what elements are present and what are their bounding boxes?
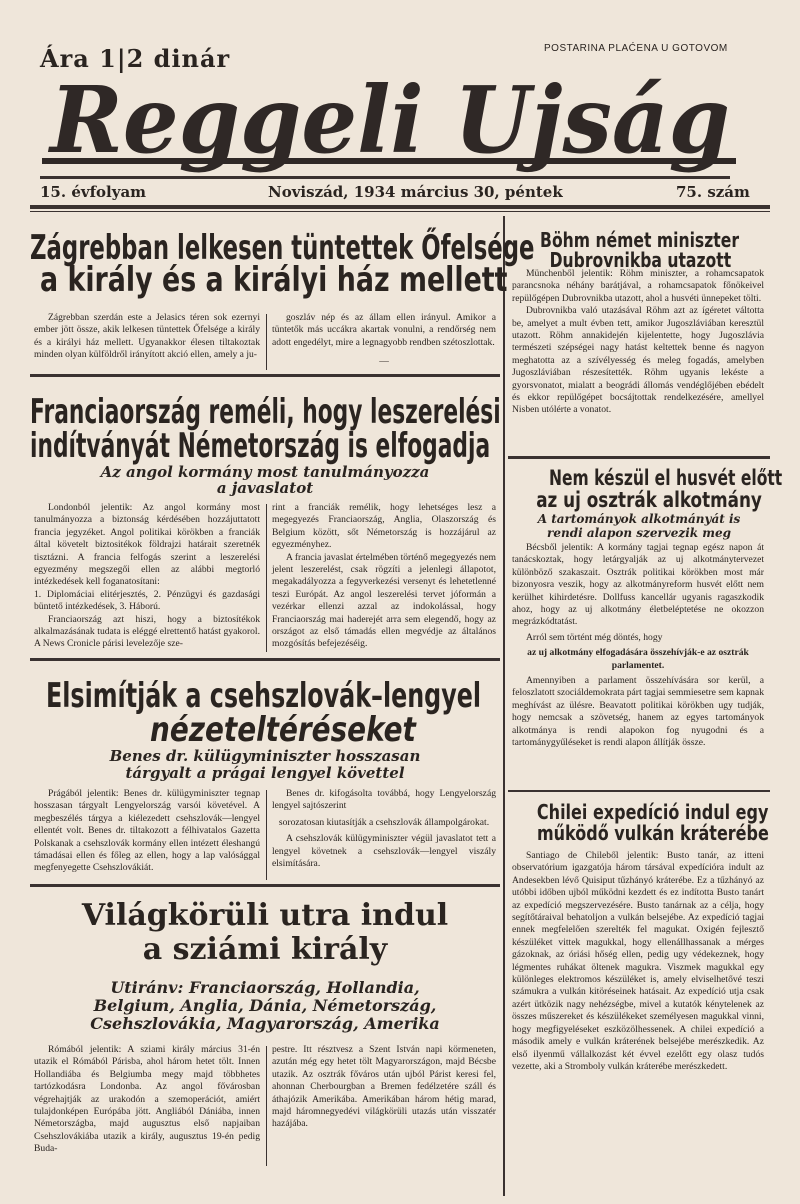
zagreb-body-col1: Zágrebban szerdán este a Jelasics téren sok ezernyi ember jött össze, akik lelkesen tüntettek Őfelsége a király és a királyi ház mellett. Ugyanakkor élesen tiltakoztak minden olyan külföldről irányított akció ellen, amely a ju- [34,312,260,361]
zagreb-end-dash: — [379,356,389,367]
austria-para3: az uj alkotmány elfogadására összehívják-e az osztrák parlamentet. [527,647,749,671]
austria-para2: Arról sem történt még döntés, hogy [526,631,663,643]
czech-col2-para3: A csehszlovák külügyminiszter végül javaslatot tett a lengyel követnek a csehszlovák—lengyel viszály elsimítására. [272,833,496,870]
siam-body-col2: pestre. Itt résztvesz a Szent István napi körmeneten, azután még egy hetet tölt Magyarországon, majd Bécsbe utazik. Az osztrák főváros után ujból Párist keresi fel, ahonnan Cherbourgban a Bremen fedélzetére száll és áthajózik Amerikába. Amerikában három hétig marad, majd háromnegyedévi világkörüli utazás után visszatér hazájába. [272,1044,496,1130]
issue-number: 75. szám [676,183,750,201]
newspaper-title: Reggeli Ujság [47,66,731,174]
bohm-body [512,268,764,417]
newspaper-logo [40,62,740,174]
austria-headline-line1: Nem készül el husvét előtt [548,466,783,490]
austria-body [512,542,764,750]
france-col2-para2: A francia javaslat értelmében történő megegyezés nem jelent leszerelést, csak rögzíti a jelenlegi állapotot, megakadályozza a fegyverkezési versenyt és lehetetlenné teszi Európát. Az angol leszerelési tervet jóformán a vezérkar ellenzi azzal az indokolással, hogy Franciaország mai haderejét arra sem elegendő, hogy az országot az első támadás ellen megvédje az általános mozgósítás befejezéséig. [272,551,496,650]
price-label: Ára 1|2 dinár [40,44,231,73]
siam-headline-line2: a sziámi király [142,932,388,967]
france-headline-line1: Franciaország reméli, hogy leszerelési [30,392,501,432]
austria-para1: Bécsből jelentik: A kormány tagjai tegnap egész napon át tanácskoztak, hogy letárgyalják az uj alkotmánytervezet különböző szakaszait. Osztrák politikai körökben most már bizonyosra veszik, hogy az alkotmányreform husvét előtt nem kerülhet kihirdetésre. Dollfuss kancellár ugyanis ragaszkodik ahoz, hogy az uj alkotmány életbeléptetése ne okozzon megrázkódtatást. [512,542,764,628]
siam-subhead-line1: Utiránv: Franciaország, Hollandia, [110,978,420,997]
austria-headline-line2: az uj osztrák alkotmány [536,488,762,512]
siam-headline-line1: Világkörüli utra indul [81,898,449,933]
czech-subhead-line2: tárgyalt a prágai lengyel követtel [125,764,405,782]
france-headline-line2: indítványát Németország is elfogadja [30,426,491,466]
volume-label: 15. évfolyam [40,183,147,201]
bohm-para2: Dubrovnikba való utazásával Röhm azt az ígéretet váltotta be, amelyet a mult évben tett, amikor Jugoszláviában keresztül utazott. Röhm annakidején kijelentette, hogy Jugoszlávia természeti szépségei nagy hatást keltettek benne és nagyon meghatotta az a szívélyesség és meleg fogadás, amelyben Jugoszláviában részesítették. Röhm ugyanis lekéste a gyorsvonatot, mialatt a beográdi állomás vendéglőjében ebédelt és ekkor repülőgépet bocsájtottak rendelkezésére, amellyel Nisben utólérte a vonatot. [512,305,764,416]
czech-headline-line1: Elsimítják a csehszlovák–lengyel [46,676,482,716]
chile-headline-line1: Chilei expedíció indul egy [536,800,769,824]
czech-col2-para1: Benes dr. kifogásolta továbbá, hogy Lengyelország lengyel sajtószerint [272,788,496,812]
chile-headline-line2: működő vulkán kráterébe [536,821,769,845]
czech-subhead-line1: Benes dr. külügyminiszter hosszasan [109,747,421,765]
france-col2-para1: rint a franciák remélik, hogy lehetséges lesz a megegyezés Franciaország, Anglia, Olaszország és Belgium között, sőt Németország is hozzájárul az egyezményhez. [272,502,496,551]
czech-headline-line2: nézeteltéréseket [150,710,416,750]
bohm-para1: Münchenből jelentik: Röhm miniszter, a rohamcsapatok parancsnoka néhány barátjával, a rohamcsapatok főnökeivel repülőgépen Dubrovnikba utazott, ahol a husvéti ünnepeket tölti. [512,268,764,304]
france-subhead-line2: a javaslatot [216,479,314,497]
austria-para4: Amennyiben a parlament összehívására sor kerül, a feloszlatott szociáldemokrata párt tagjai semmiesetre sem kapnak meghívást az ülésre. Beavatott politikai körökben ugy tudják, hogy nemcsak a szövetség, hanem az egyes tartományok alkotmánya is rendi alapokon fog nyugodni és a tartománygyűléseket is rendi alapon állítják össze. [512,675,764,749]
bohm-headline-line1: Böhm német miniszter [540,228,740,252]
siam-body-col1: Rómából jelentik: A sziami király március 31-én utazik el Rómából Párisba, ahol három hetet tölt. Innen Hollandiába és Belgiumba megy majd többhetes tartózkodásra Londonba. Az angol fővárosban végrehajtják az urakodón a szemoperációt, amiért tulajdonképen Európába jött. Angliából Dániába, innen Németországba, majd augusztus első napjaiban Csehszlovákiába utazik a király, augusztus 19-én pedig Buda- [34,1044,260,1155]
france-col1-para3: Franciaország azt hiszi, hogy a biztosítékok alkalmazásának tudata is eléggé elrettentő hatást gyakorol. A News Cronicle párisi levelezője sze- [34,613,260,650]
france-body-col2 [272,502,496,651]
czech-col2-para2: sorozatosan kiutasítják a csehszlovák állampolgárokat. [278,816,490,828]
siam-subhead-line2: Belgium, Anglia, Dánia, Németország, [93,996,437,1015]
siam-subhead-line3: Csehszlovákia, Magyarország, Amerika [90,1014,440,1033]
france-col1-para1: Londonból jelentik: Az angol kormány most tanulmányozza a biztonság kérdésében hozzájuttatott francia jegyzéket. Angol politikai körökben a franciák által követelt biztositékok földrajzi határait szeretnék tisztázni. A francia felfogás szerint a leszerelési egyezmény megszegői ellen az alábbi megtorló intézkedések kell foganatosítani: [34,502,260,588]
postal-note: POSTARINA PLAĆENA U GOTOVOM [544,43,728,54]
dateline: Noviszád, 1934 március 30, péntek [268,183,563,201]
france-col1-para2: 1. Diplomáciai elitérjesztés, 2. Pénzügyi és gazdasági büntető intézkedések, 3. Háború. [34,588,260,613]
chile-body: Santiago de Chileből jelentik: Busto tanár, az itteni observatórium igazgatója három társával expedícióra indult az Andesekben lévő Quisiput tűzhányó kráterébe. Ez a tűzhányó az utóbbi időben ujból működni kezdett és ez indította Busto tanárt az expedíció megszervezésére. Busto tanárnak az a célja, hogy segítőtáraival behatoljon a vulkán belsejébe. Az expedíció tagjai ennek megfelelően szerelték fel magukat. Oxigén fejlesztő készüléket vittek magukkal, hogy ellenállhassanak a mérges gázoknak, az óriási hőség ellen, pedig ugy védekeznek, hogy légmentes ruhákat öltenek magukra. Viszmek magukkal egy különleges elektromos készüléket is, amely elviselhetővé teszi számukra a vulkán kitöréseinek hatásait. Az expedíció utja csak azért ütközik nagy nehézségbe, mivel a kutatók kénytelenek az összes műszereket és készülékeket személyesen magukkal vinni, hogy megfigyeléseket eszközölhessenek. A chilei expedíció a második amely e vulkán kráterének belsejébe merészkedik. Az első ilyenmű vállalkozást két évvel ezelőtt egy olasz tudós vezette, aki a Stromboly vulkán kráterébe merészkedett. [512,850,764,1072]
zagreb-headline-line1: Zágrebban lelkesen tüntettek Őfelsége [30,228,535,268]
austria-subhead-line2: rendi alapon szervezik meg [547,526,731,540]
austria-subhead-line1: A tartományok alkotmányát is [537,512,741,526]
bohm-headline-line2: Dubrovnikba utazott [549,248,731,272]
czech-body-col1: Prágából jelentik: Benes dr. külügyminiszter tegnap hosszasan tárgyalt Lengyelország varsói követével. A megbeszélés tárgya a kiélezedett csehszlovák—lengyel ellentét volt. Benes dr. tiltakozott a félhivatalos Gazetta Polskanak a csehszlovák kormány ellen intézett éleshangú támadásai ellen és főleg az ellen, hogy a lap valósággal megfenyegette Csehszlovákiát. [34,788,260,874]
zagreb-headline-line2: a király és a királyi ház mellett [40,260,508,300]
france-subhead-line1: Az angol kormány most tanulmányozza [100,463,430,481]
france-body-col1 [34,502,260,651]
zagreb-body-col2: goszláv nép és az állam ellen irányul. Amikor a tüntetők más uccákra akartak vonulni, a rendőrség nem adott engedélyt, mire a legnagyobb rendben szétoszlottak. [272,312,496,348]
czech-body-col2 [272,788,496,870]
